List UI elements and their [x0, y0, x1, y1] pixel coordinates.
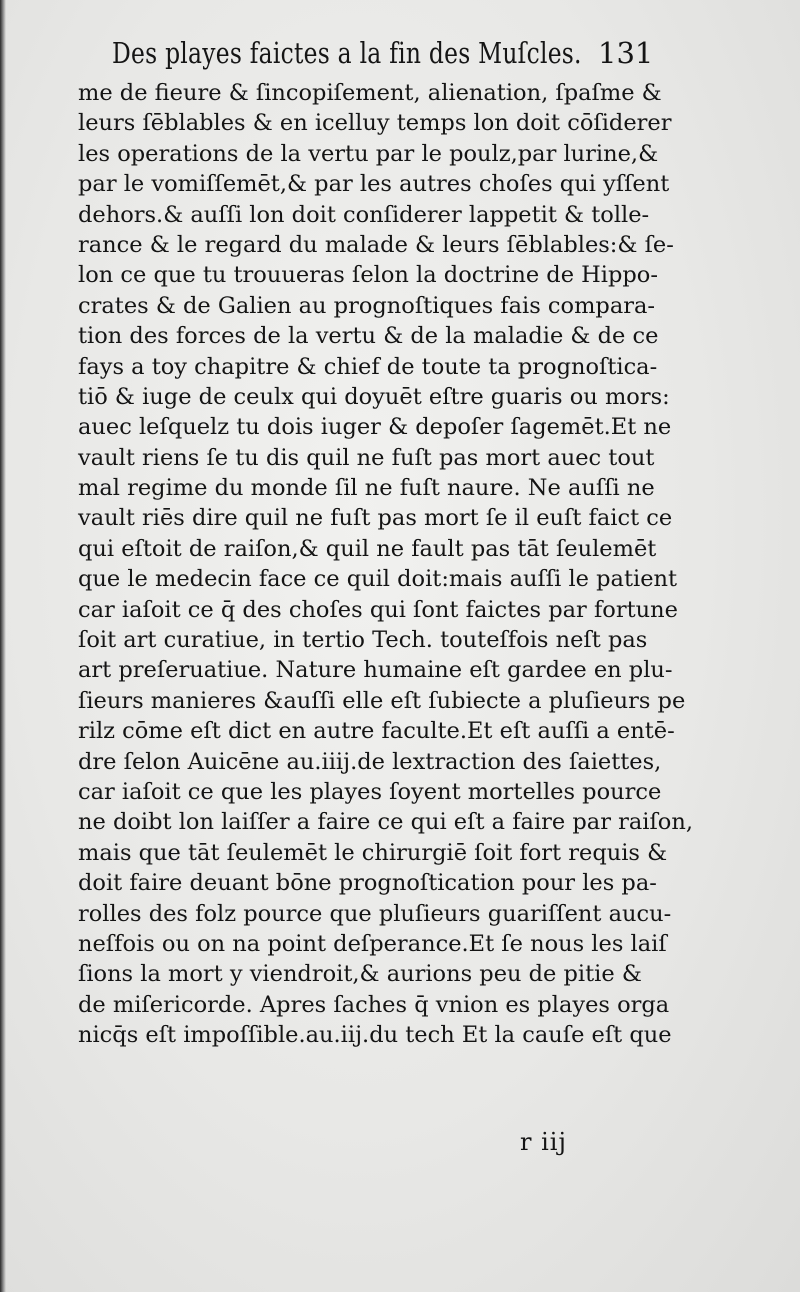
page-edge-shadow	[0, 0, 6, 1292]
text-line: neſfois ou on na point deſperance.Et ſe nous les laiſ	[78, 930, 667, 957]
text-line: car iaſoit ce que les playes ſoyent mortelles pource	[78, 778, 662, 805]
running-head: Des playes faictes a la fin des Muſcles.	[112, 36, 582, 70]
text-line: me de fieure & ſincopiſement, alienation, ſpaſme &	[78, 80, 662, 106]
text-line: car iaſoit ce q̄ des choſes qui ſont faictes par fortune	[78, 596, 678, 623]
text-line: ſoit art curatiue, in tertio Tech. touteſfois neſt pas	[78, 627, 648, 654]
text-line: rolles des folz pource que pluſieurs guariſſent aucu-	[78, 900, 672, 927]
text-line: ſieurs manieres &auſſi elle eſt ſubiecte a pluſieurs pe	[78, 687, 686, 714]
page-number: 131	[598, 36, 654, 70]
text-line: qui eſtoit de raiſon,& quil ne fault pas tāt ſeulemēt	[78, 535, 657, 562]
text-line: crates & de Galien au prognoſtiques fais compara-	[78, 292, 656, 319]
text-line: dehors.& auſſi lon doit conſiderer lappetit & tolle-	[78, 201, 650, 228]
text-line: leurs ſēblables & en icelluy temps lon doit cōſiderer	[78, 110, 672, 137]
text-line: fays a toy chapitre & chief de toute ta prognoſtica-	[78, 353, 658, 380]
text-line: doit faire deuant bōne prognoſtication pour les pa-	[78, 870, 657, 897]
text-line: de miſericorde. Apres ſaches q̄ vnion es playes orga	[78, 991, 670, 1018]
body-text	[78, 78, 693, 1051]
text-line: tion des forces de la vertu & de la maladie & de ce	[78, 323, 659, 350]
text-line: par le vomiſſemēt,& par les autres choſes qui yſſent	[78, 171, 670, 198]
text-line: les operations de la vertu par le poulz,par lurine,&	[78, 140, 659, 167]
text-line: auec leſquelz tu dois iuger & depoſer ſagemēt.Et ne	[78, 414, 672, 441]
text-line: tiō & iuge de ceulx qui doyuēt eſtre guaris ou mors:	[78, 383, 670, 410]
text-line: lon ce que tu trouueras ſelon la doctrine de Hippo-	[78, 262, 658, 289]
text-line: nicq̄s eſt impoſſible.au.iij.du tech Et la cauſe eſt que	[78, 1022, 672, 1049]
text-line: mais que tāt ſeulemēt le chirurgiē ſoit fort requis &	[78, 839, 668, 866]
text-line: dre ſelon Auicēne au.iiij.de lextraction des ſaiettes,	[78, 748, 662, 775]
text-line: ne doibt lon laiſſer a faire ce qui eſt a faire par raiſon,	[78, 809, 693, 836]
text-line: art preſeruatiue. Nature humaine eſt gardee en plu-	[78, 657, 673, 684]
text-line: ſions la mort y viendroit,& aurions peu de pitie &	[78, 961, 642, 988]
text-line: rilz cōme eſt dict en autre faculte.Et eſt auſſi a entē-	[78, 718, 675, 745]
text-line: rance & le regard du malade & leurs ſēblables:& ſe-	[78, 231, 674, 258]
text-line: vault riens ſe tu dis quil ne fuſt pas mort auec tout	[78, 444, 655, 471]
text-line: que le medecin face ce quil doit:mais auſſi le patient	[78, 566, 678, 593]
text-line: mal regime du monde ſil ne fuſt naure. Ne auſſi ne	[78, 475, 655, 502]
signature-mark: r iij	[520, 1128, 567, 1156]
text-line: vault riēs dire quil ne fuſt pas mort ſe il euſt faict ce	[78, 505, 673, 532]
